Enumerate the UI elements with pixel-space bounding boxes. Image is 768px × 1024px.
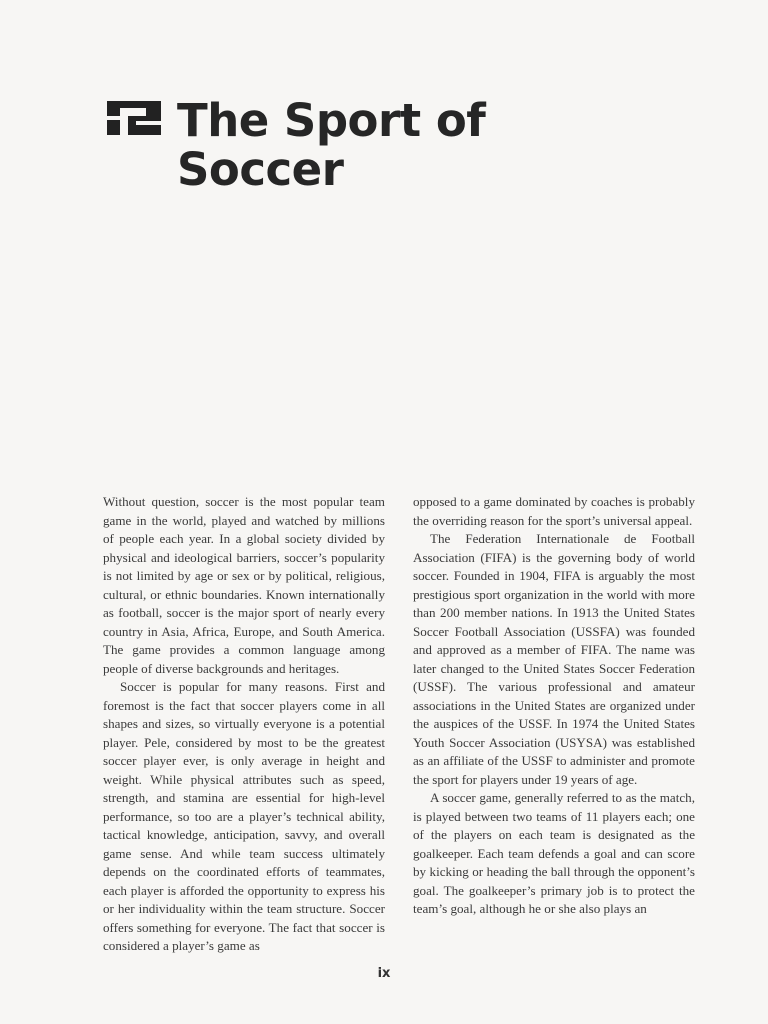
- chapter-title-line-2: Soccer: [177, 143, 344, 196]
- text-column-left: [103, 493, 385, 956]
- paragraph: The Federation Internationale de Football Association (FIFA) is the governing body of world soccer. Founded in 1904, FIFA is arguably the most prestigious sport organization in the world with more than 200 member nations. In 1913 the United States Soccer Football Association (USSFA) was founded and approved as a member of FIFA. The name was later changed to the United States Soccer Federation (USSF). The various professional and amateur associations in the United States are organized under the auspices of the USSF. In 1974 the United States Youth Soccer Association (USYSA) was established as an affiliate of the USSF to administer and promote the sport for players under 19 years of age.: [413, 531, 695, 787]
- paragraph: Soccer is popular for many reasons. First and foremost is the fact that soccer players come in all shapes and sizes, so virtually everyone is a potential player. Pele, considered by most to be the greatest soccer player ever, is only average in height and weight. While physical attributes such as speed, strength, and stamina are essential for high-level performance, so too are a player’s technical ability, tactical knowledge, anticipation, savvy, and overall game sense. And while team success ultimately depends on the coordinated efforts of teammates, each player is afforded the opportunity to express his or her individuality within the team structure. Soccer offers something for everyone. The fact that soccer is considered a player’s game as: [103, 679, 385, 953]
- page-number: ix: [377, 966, 391, 981]
- paragraph: Without question, soccer is the most popular team game in the world, played and watched by millions of people each year. In a global society divided by physical and ideological barriers, soccer’s popularity is not limited by age or sex or by political, religious, cultural, or ethnic boundaries. Known internationally as football, soccer is the major sport of nearly every country in Asia, Africa, Europe, and South America. The game provides a common language among people of diverse backgrounds and heritages.: [103, 494, 385, 676]
- chapter-mark-icon: [107, 101, 161, 135]
- text-column-right: [413, 493, 695, 919]
- paragraph: A soccer game, generally referred to as the match, is played between two teams of 11 players each; one of the players on each team is designated as the goalkeeper. Each team defends a goal and can score by kicking or heading the ball through the opponent’s goal. The goalkeeper’s primary job is to protect the team’s goal, although he or she also plays an: [413, 790, 695, 916]
- chapter-title-line-1: The Sport of: [177, 94, 486, 147]
- paragraph: opposed to a game dominated by coaches is probably the overriding reason for the sport’s universal appeal.: [413, 494, 695, 528]
